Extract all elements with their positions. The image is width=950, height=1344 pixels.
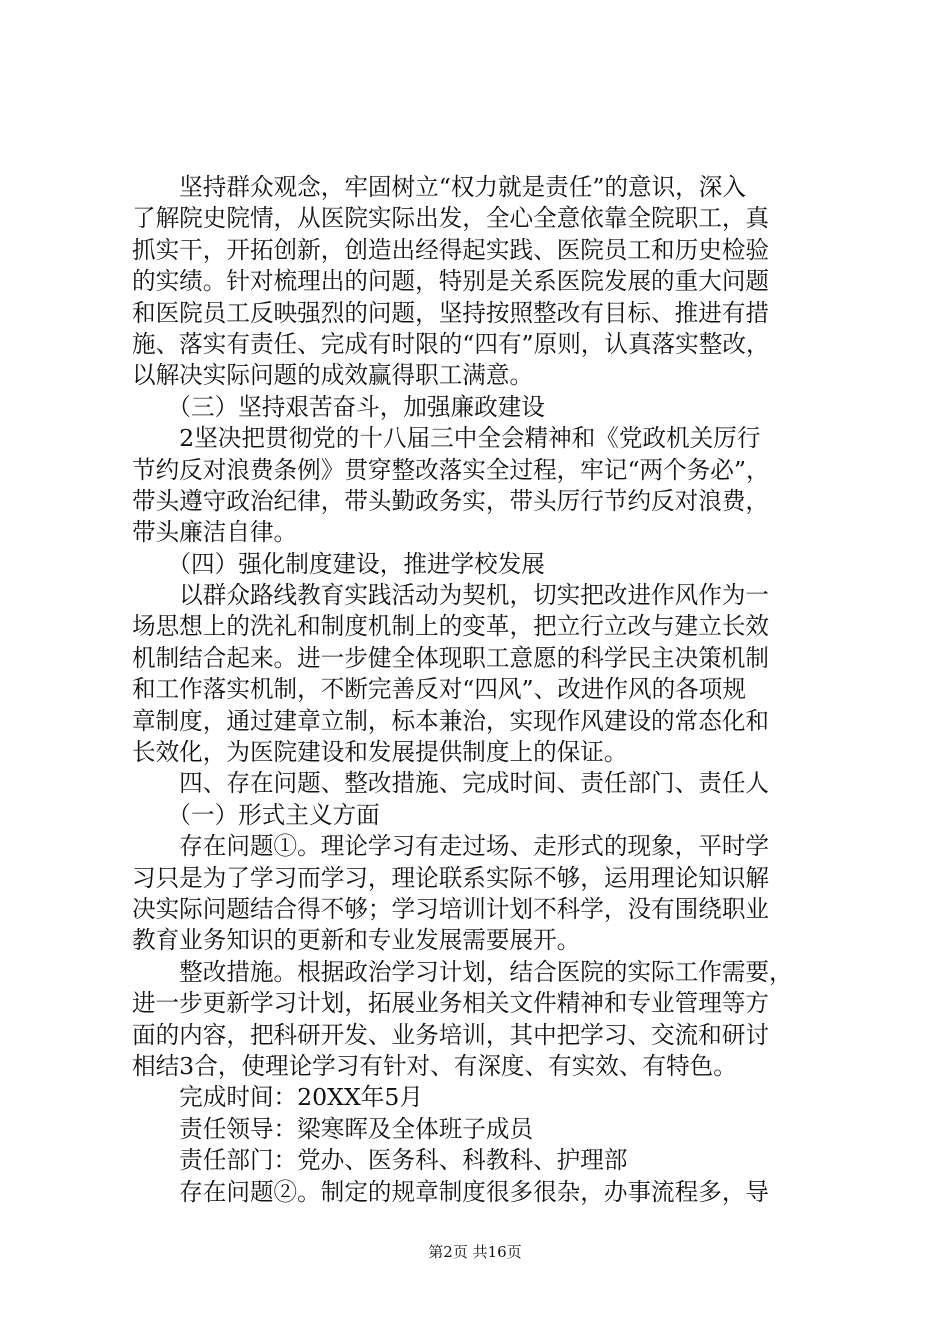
text-line: 进一步更新学习计划，拓展业务相关文件精神和专业管理等方 [132,989,770,1018]
text-line: 相结3合，使理论学习有针对、有深度、有实效、有特色。 [132,1051,737,1080]
text-line: 的实绩。针对梳理出的问题，特别是关系医院发展的重大问题 [132,267,770,296]
text-line: 和医院员工反映强烈的问题，坚持按照整改有目标、推进有措 [132,298,770,327]
section-heading: （三）坚持艰苦奋斗，加强廉政建设 [132,392,545,421]
text-line: 施、落实有责任、完成有时限的“四有”原则，认真落实整改， [132,329,770,358]
text-line: 习只是为了学习而学习，理论联系实际不够，运用理论知识解 [132,863,770,892]
text-line: 节约反对浪费条例》贯穿整改落实全过程，牢记“两个务必”， [132,455,770,484]
page-number: 第2页 共16页 [428,1243,522,1261]
text-line: 以群众路线教育实践活动为契机，切实把改进作风作为一 [132,581,770,610]
text-line: 整改措施。根据政治学习计划，结合医院的实际工作需要， [132,957,793,986]
text-line: 和工作落实机制，不断完善反对“四风”、改进作风的各项规 [132,675,746,704]
completion-time: 完成时间：20XX年5月 [132,1083,423,1112]
text-line: 坚持群众观念，牢固树立“权力就是责任”的意识，深入 [132,173,746,201]
text-line: 了解院史院情，从医院实际出发，全心全意依靠全院职工，真 [132,204,770,233]
text-line: 以解决实际问题的成效赢得职工满意。 [132,361,534,390]
text-line: 2坚决把贯彻党的十八届三中全会精神和《党政机关厉行 [132,424,761,453]
text-line: 机制结合起来。进一步健全体现职工意愿的科学民主决策机制 [132,643,770,672]
responsible-leader: 责任领导：梁寒晖及全体班子成员 [132,1114,534,1143]
section-heading: （四）强化制度建设，推进学校发展 [132,549,545,578]
section-heading: 四、存在问题、整改措施、完成时间、责任部门、责任人 [132,769,770,798]
text-line: 教育业务知识的更新和专业发展需要展开。 [132,926,581,955]
page-footer [0,1242,950,1262]
text-line: 带头廉洁自律。 [132,518,298,547]
text-line: 面的内容，把科研开发、业务培训，其中把学习、交流和研讨 [132,1020,770,1049]
text-line: 章制度，通过建章立制，标本兼治，实现作风建设的常态化和 [132,706,770,735]
text-line: 场思想上的洗礼和制度机制上的变革，把立行立改与建立长效 [132,612,770,641]
text-line: 抓实干，开拓创新，创造出经得起实践、医院员工和历史检验 [132,235,770,264]
text-line: 决实际问题结合得不够；学习培训计划不科学，没有围绕职业 [132,894,770,923]
responsible-department: 责任部门：党办、医务科、科教科、护理部 [132,1146,628,1175]
section-heading: （一）形式主义方面 [132,800,380,829]
text-line: 存在问题②。制定的规章制度很多很杂，办事流程多，导 [132,1177,770,1206]
text-line: 带头遵守政治纪律，带头勤政务实，带头厉行节约反对浪费， [132,486,770,515]
text-line: 长效化，为医院建设和发展提供制度上的保证。 [132,738,628,767]
document-body [132,172,838,1208]
text-line: 存在问题①。理论学习有走过场、走形式的现象，平时学 [132,832,770,861]
